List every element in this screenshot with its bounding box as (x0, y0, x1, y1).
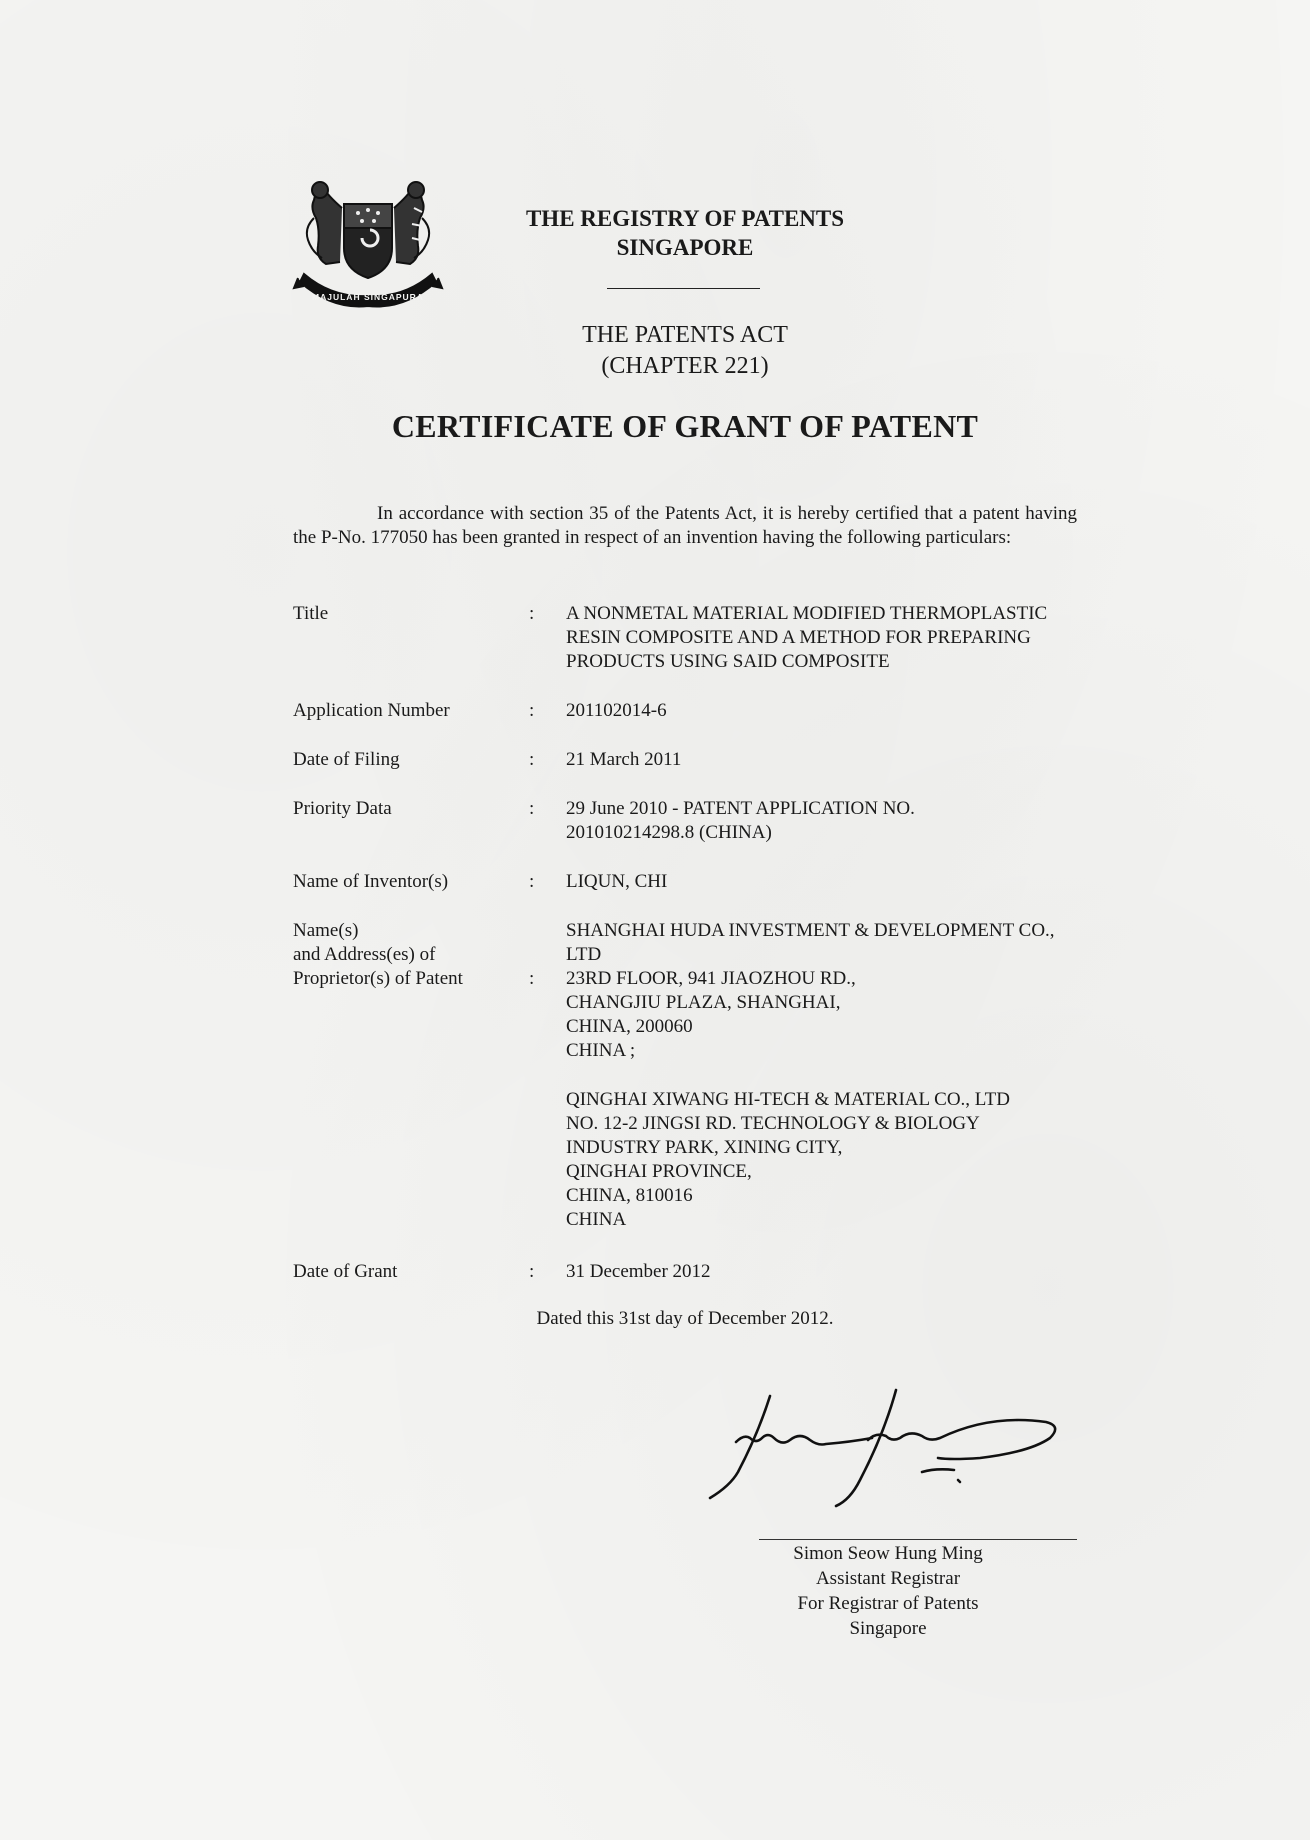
particular-value (566, 602, 1126, 674)
proprietor-label-line: and Address(es) of (293, 944, 436, 965)
signatory-country: Singapore (849, 1618, 927, 1639)
particular-colon: : (529, 700, 535, 721)
certificate-title: CERTIFICATE OF GRANT OF PATENT (391, 408, 979, 444)
particular-label (293, 919, 513, 991)
particular-label: Priority Data (293, 798, 392, 819)
handwritten-signature (700, 1384, 1080, 1514)
preamble-text: In accordance with section 35 of the Patents Act, it is hereby certified that a patent having the P-No. 177050 has been granted in respect of an invention having the following particulars: (293, 503, 1077, 548)
registry-heading (420, 204, 950, 262)
address-line: 23RD FLOOR, 941 JIAOZHOU RD., (566, 968, 856, 989)
registry-name: THE REGISTRY OF PATENTS (525, 206, 845, 231)
particular-value: 31 December 2012 (566, 1261, 711, 1282)
proprietor-2-address (566, 1088, 1126, 1232)
signatory-for-line: For Registrar of Patents (797, 1593, 979, 1614)
particular-value (566, 919, 1126, 1232)
title-line: A NONMETAL MATERIAL MODIFIED THERMOPLASTIC (566, 603, 1048, 624)
particular-label: Date of Grant (293, 1261, 398, 1282)
signatory-name: Simon Seow Hung Ming (793, 1543, 983, 1564)
address-line: INDUSTRY PARK, XINING CITY, (566, 1137, 843, 1158)
particular-value: 201102014-6 (566, 700, 667, 721)
particular-colon: : (529, 871, 535, 892)
priority-line: 201010214298.8 (CHINA) (566, 822, 772, 843)
registry-country: SINGAPORE (616, 235, 754, 260)
address-line: CHINA ; (566, 1040, 636, 1061)
particular-label: Title (293, 603, 329, 624)
proprietor-1-address (566, 919, 1126, 1063)
signature-line (759, 1539, 1077, 1540)
act-chapter: (CHAPTER 221) (601, 353, 769, 379)
address-line: CHINA (566, 1209, 627, 1230)
priority-line: 29 June 2010 - PATENT APPLICATION NO. (566, 798, 915, 819)
signatory-position: Assistant Registrar (815, 1568, 961, 1589)
particular-label: Name of Inventor(s) (293, 871, 449, 892)
address-line: CHINA, 200060 (566, 1016, 693, 1037)
address-line: NO. 12-2 JINGSI RD. TECHNOLOGY & BIOLOGY (566, 1113, 980, 1134)
particular-value: LIQUN, CHI (566, 871, 668, 892)
title-line: RESIN COMPOSITE AND A METHOD FOR PREPARING (566, 627, 1031, 648)
address-line: QINGHAI XIWANG HI-TECH & MATERIAL CO., LTD (566, 1089, 1010, 1110)
particular-colon: : (529, 1261, 535, 1282)
address-line: QINGHAI PROVINCE, (566, 1161, 752, 1182)
address-line: CHINA, 810016 (566, 1185, 693, 1206)
heading-divider (607, 288, 760, 289)
address-line: CHANGJIU PLAZA, SHANGHAI, (566, 992, 841, 1013)
address-line: LTD (566, 944, 602, 965)
particular-colon: : (529, 798, 535, 819)
particular-colon: : (529, 603, 535, 624)
proprietor-label-line: Proprietor(s) of Patent (293, 968, 463, 989)
preamble-paragraph (293, 502, 1077, 550)
crest-motto: MAJULAH SINGAPURA (312, 292, 424, 302)
address-line: SHANGHAI HUDA INVESTMENT & DEVELOPMENT CO., (566, 920, 1055, 941)
proprietor-label-line: Name(s) (293, 920, 359, 941)
particular-colon: : (529, 749, 535, 770)
particular-colon: : (529, 968, 535, 989)
act-name: THE PATENTS ACT (582, 322, 788, 348)
particular-value (566, 797, 1126, 845)
particular-label: Application Number (293, 700, 450, 721)
particular-label: Date of Filing (293, 749, 400, 770)
dated-line: Dated this 31st day of December 2012. (536, 1308, 834, 1329)
act-heading (420, 320, 950, 382)
particular-value: 21 March 2011 (566, 749, 682, 770)
title-line: PRODUCTS USING SAID COMPOSITE (566, 651, 890, 672)
signatory-block (730, 1541, 1046, 1641)
